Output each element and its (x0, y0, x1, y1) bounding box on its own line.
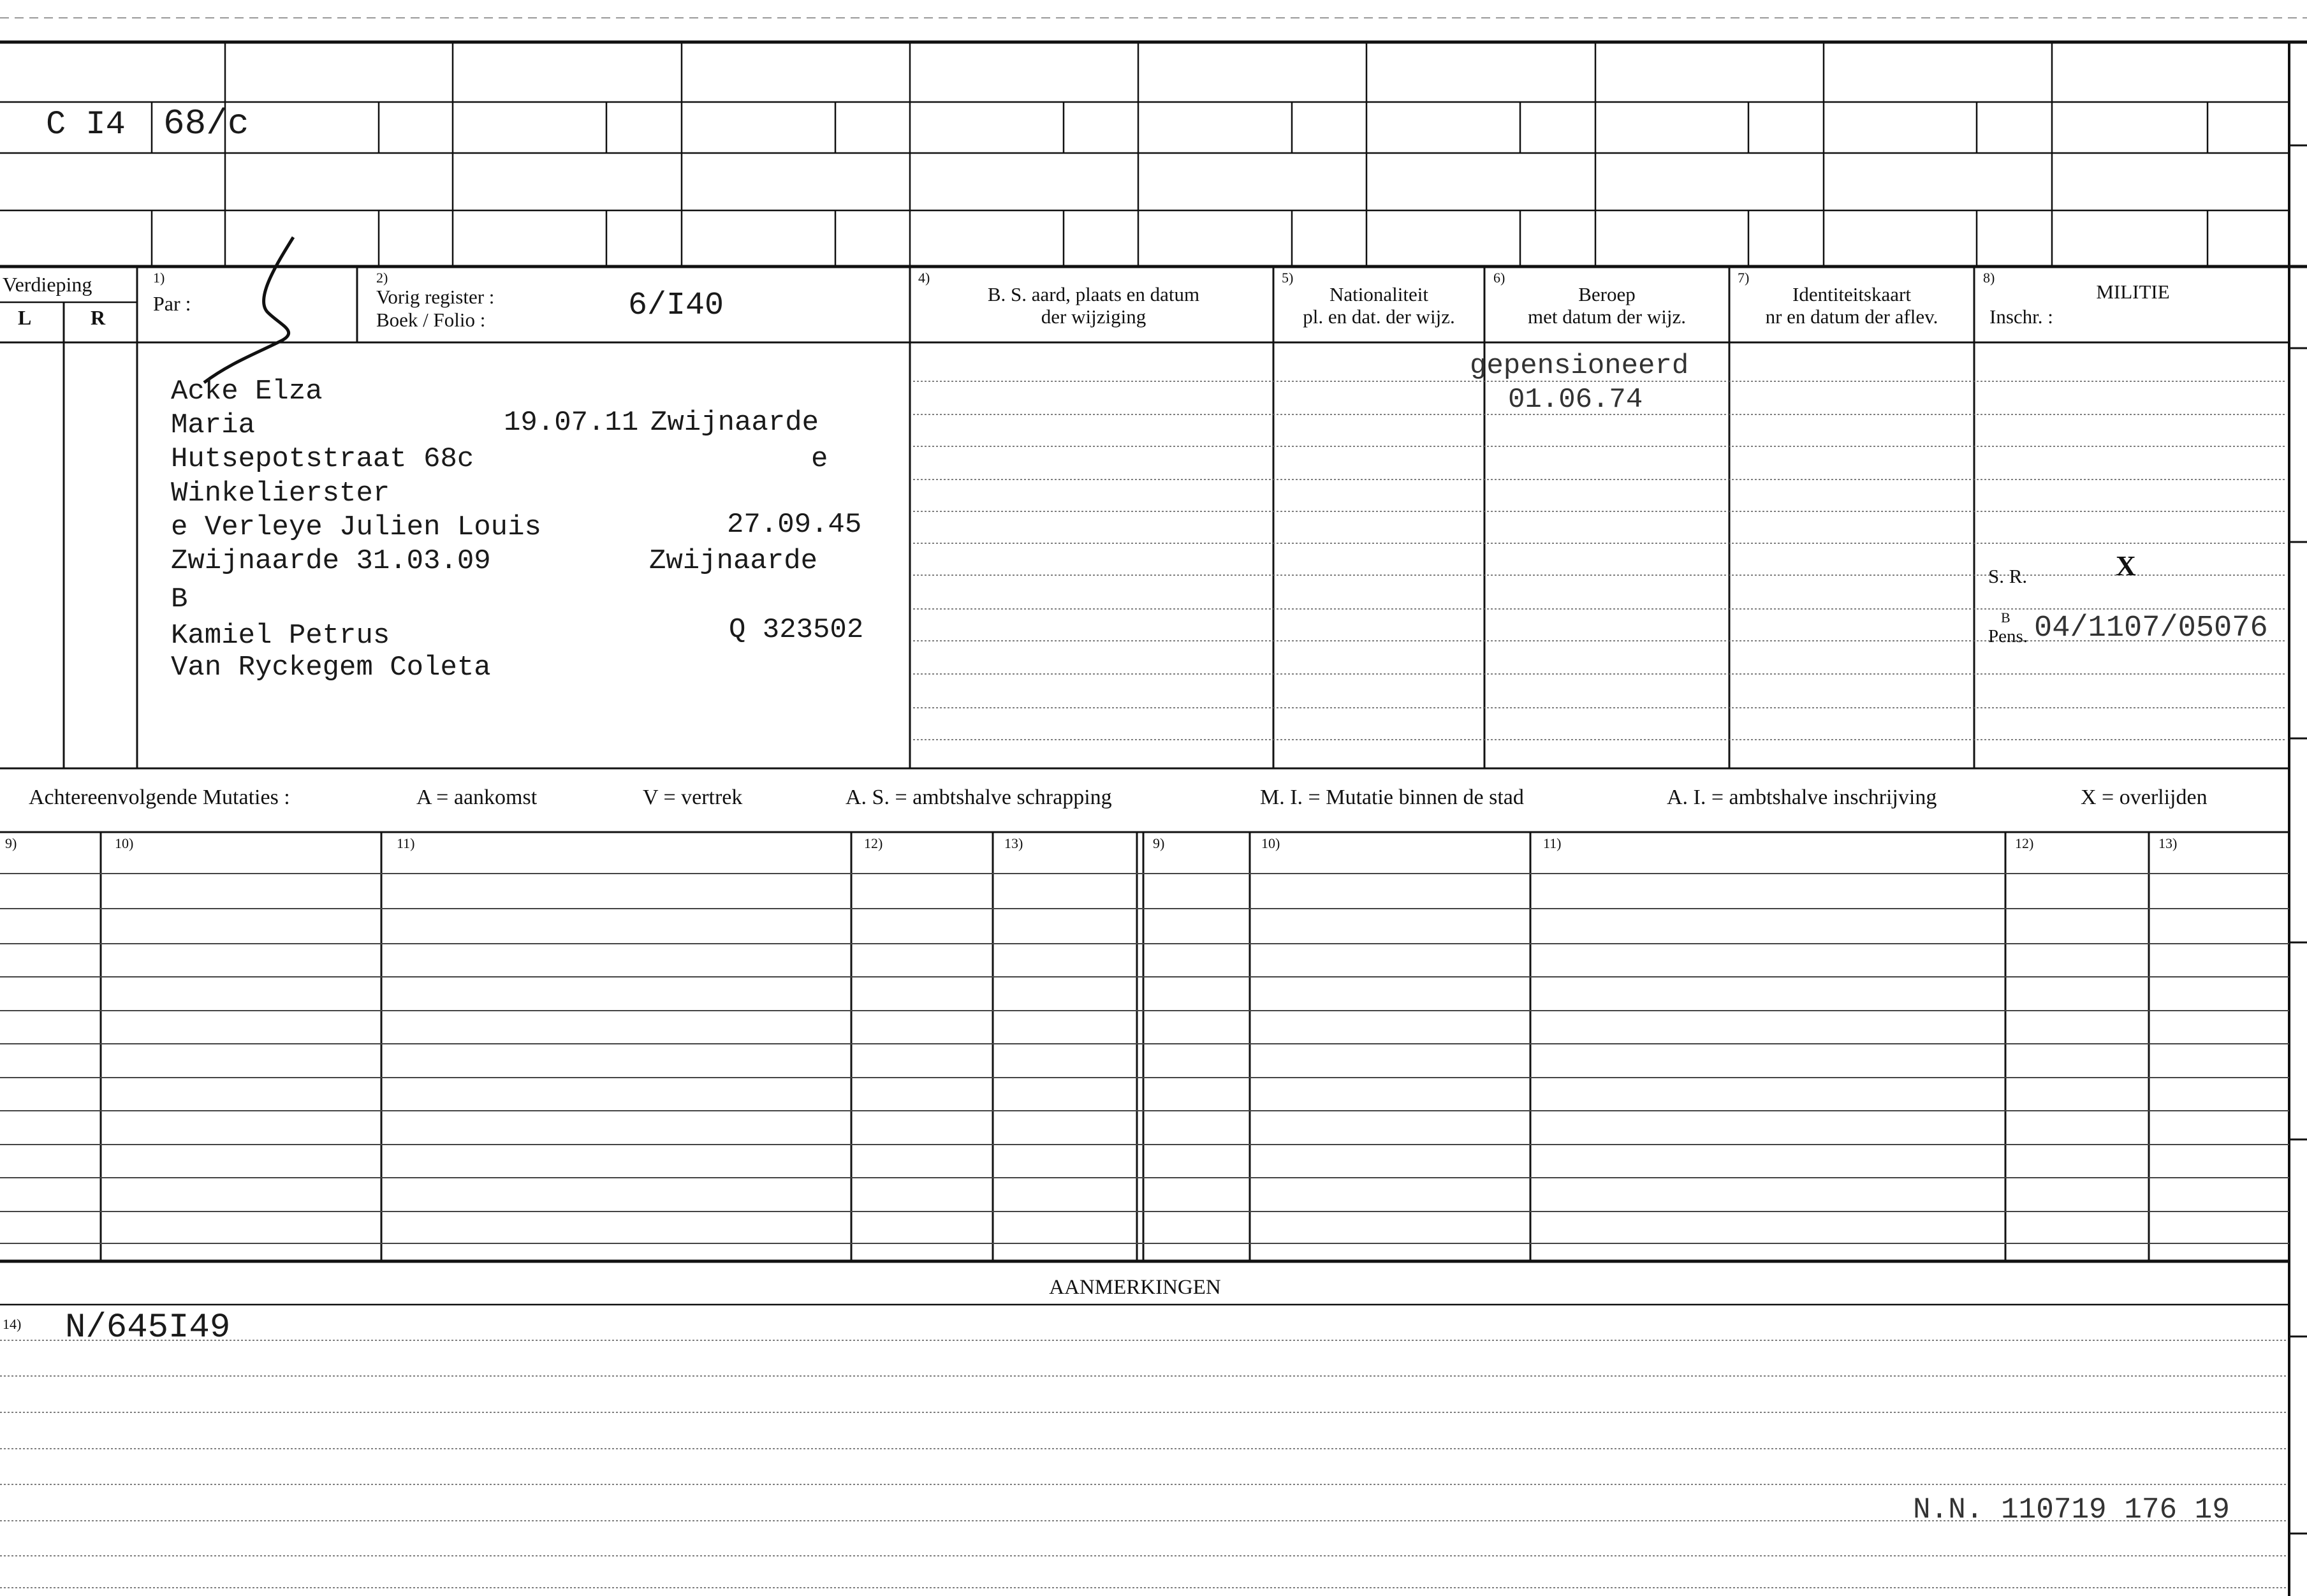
pens-label: Pens. (1988, 626, 2028, 647)
pens-mark: B (2001, 610, 2010, 626)
militie-title: MILITIE (2096, 281, 2170, 303)
col6-title-1: Beroep (1578, 283, 1636, 305)
floor-r-label: R (91, 306, 106, 329)
col8-number: 8) (1983, 270, 1995, 286)
sr-label: S. R. (1988, 565, 2028, 587)
person-id-number: Q 323502 (729, 614, 864, 646)
person-father: Kamiel Petrus (171, 620, 390, 652)
col4-title-2: der wijziging (1041, 305, 1146, 328)
col7-number: 7) (1738, 270, 1750, 286)
boek-folio-label: Boek / Folio : (376, 309, 486, 331)
person-address: Hutsepotstraat 68c (171, 443, 474, 475)
legend-schrapping: A. S. = ambtshalve schrapping (846, 786, 1112, 809)
house-number: 68/c (163, 103, 249, 144)
mut-col-11b: 11) (1543, 835, 1562, 851)
person-occupation: Winkelierster (171, 478, 390, 509)
mut-col-13a: 13) (1004, 835, 1023, 851)
person-line-1: Acke Elza (171, 376, 323, 407)
mut-col-10a: 10) (115, 835, 134, 851)
person-birth-date: 19.07.11 (504, 407, 639, 439)
aanmerkingen-number: 14) (3, 1316, 22, 1332)
verdieping-label: Verdieping (3, 273, 92, 296)
col6-number: 6) (1493, 270, 1505, 286)
person-address-mark: e (811, 443, 828, 475)
legend-inschrijving: A. I. = ambtshalve inschrijving (1667, 786, 1937, 809)
mut-col-9b: 9) (1153, 835, 1165, 851)
legend-aankomst: A = aankomst (416, 786, 538, 809)
col5-title-2: pl. en dat. der wijz. (1303, 305, 1455, 328)
mut-col-9a: 9) (5, 835, 17, 851)
floor-l-label: L (18, 306, 32, 329)
col6-title-2: met datum der wijz. (1528, 305, 1686, 328)
aanmerkingen-title: AANMERKINGEN (1049, 1276, 1221, 1299)
vorig-register-label: Vorig register : (376, 286, 495, 308)
col1-number: 1) (153, 270, 165, 286)
boek-folio-value: 6/I40 (628, 288, 724, 324)
nn-number: N.N. 110719 176 19 (1913, 1493, 2230, 1526)
mut-col-13b: 13) (2158, 835, 2178, 851)
mut-col-11a: 11) (397, 835, 415, 851)
inschr-label: Inschr. : (1989, 305, 2053, 328)
col4-title-1: B. S. aard, plaats en datum (987, 283, 1200, 305)
col5-number: 5) (1282, 270, 1294, 286)
person-marriage-place: Zwijnaarde (649, 545, 818, 577)
col7-title-1: Identiteitskaart (1792, 283, 1911, 305)
person-spouse: e Verleye Julien Louis (171, 511, 541, 543)
legend-overlijden: X = overlijden (2081, 786, 2208, 809)
mutaties-title: Achtereenvolgende Mutaties : (29, 786, 290, 809)
person-line-7: B (171, 583, 188, 615)
col7-title-2: nr en datum der aflev. (1765, 305, 1938, 328)
person-spouse-birth: Zwijnaarde 31.03.09 (171, 545, 491, 577)
sr-value: X (2116, 550, 2136, 582)
legend-vertrek: V = vertrek (643, 786, 743, 809)
person-first-name: Maria (171, 409, 256, 441)
mut-col-10b: 10) (1261, 835, 1280, 851)
beroep-date: 01.06.74 (1508, 384, 1643, 416)
mut-col-12a: 12) (864, 835, 883, 851)
legend-mutatie: M. I. = Mutatie binnen de stad (1260, 786, 1524, 809)
aanmerkingen-value: N/645I49 (65, 1308, 231, 1347)
pens-value: 04/1107/05076 (2034, 611, 2268, 645)
col4-number: 4) (918, 270, 930, 286)
col5-title-1: Nationaliteit (1329, 283, 1428, 305)
par-label: Par : (153, 292, 191, 315)
section-code: C I4 (46, 106, 126, 143)
beroep-job: gepensioneerd (1470, 350, 1689, 382)
person-marriage-date: 27.09.45 (727, 509, 862, 541)
person-birth-place: Zwijnaarde (650, 407, 819, 439)
mut-col-12b: 12) (2015, 835, 2034, 851)
col2-number: 2) (376, 270, 388, 286)
person-mother: Van Ryckegem Coleta (171, 652, 491, 684)
